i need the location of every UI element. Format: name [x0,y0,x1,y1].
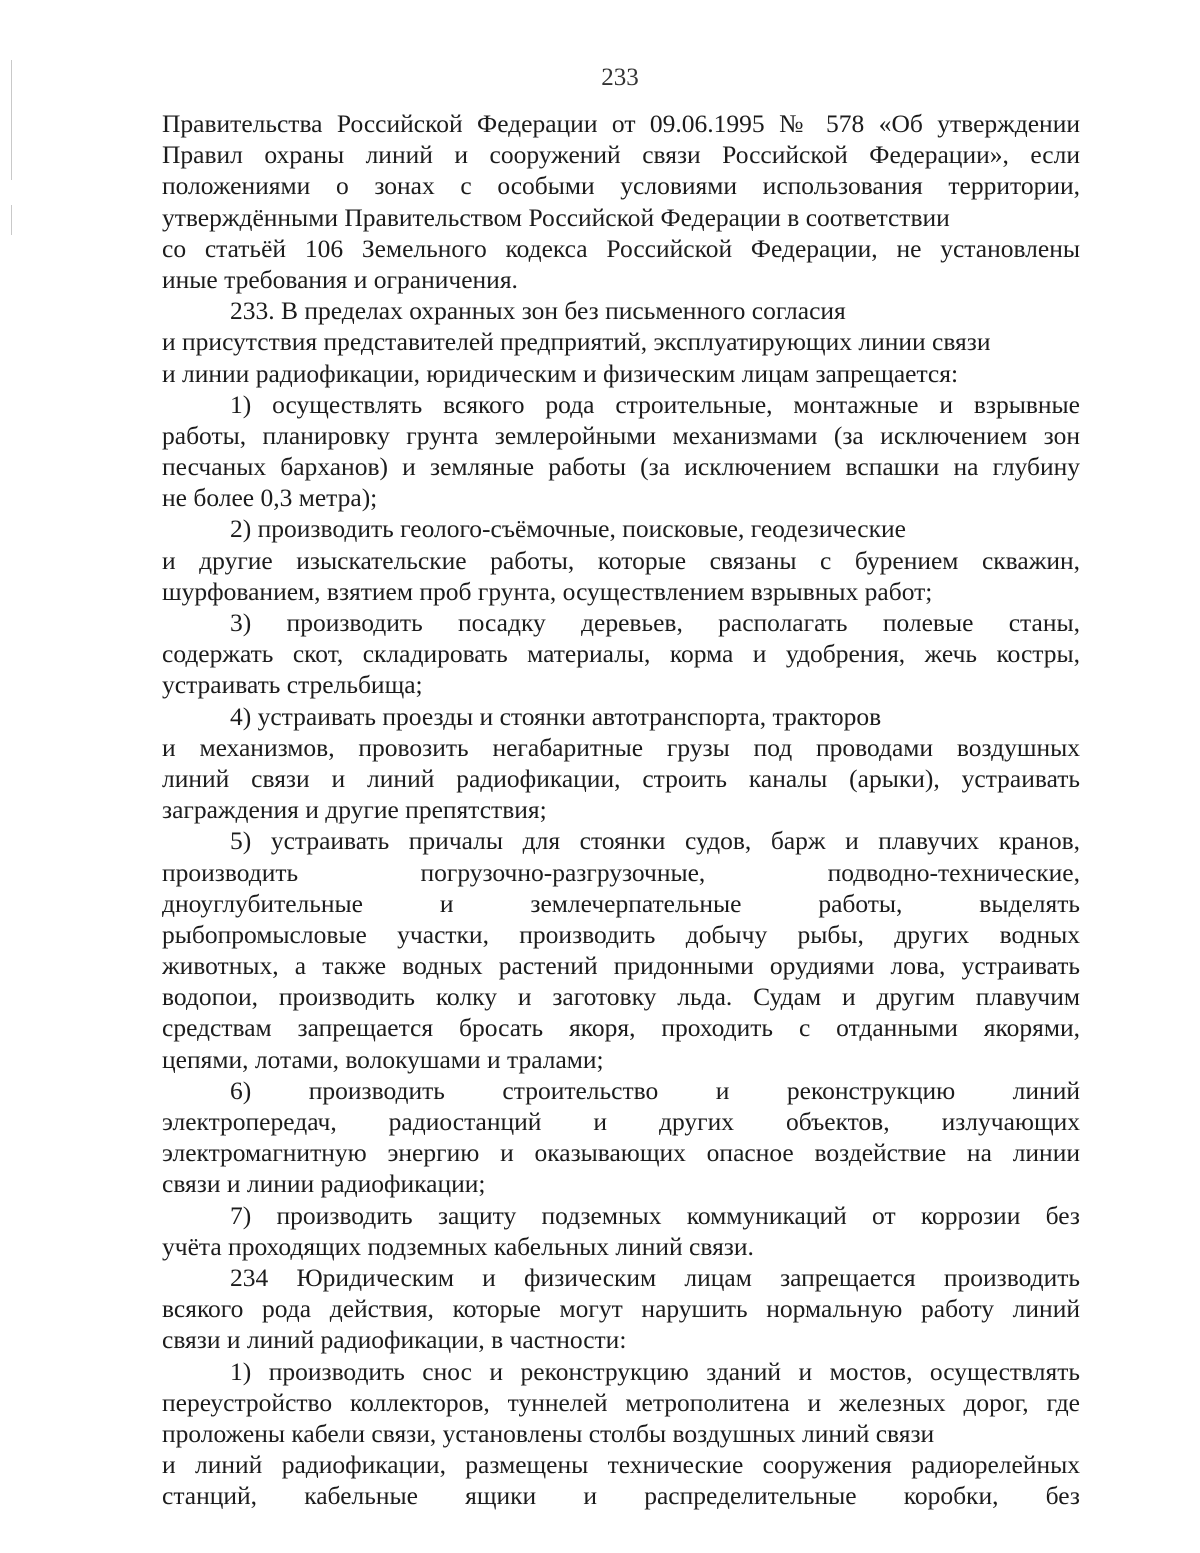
text-line: 6) производить строительство и реконструкцию линий [230,1075,1080,1105]
text-line: электромагнитную энергию и оказывающих опасное воздействие на линии [162,1138,1080,1168]
text-line: утверждёнными Правительством Российской Федерации в соответствии [162,202,950,232]
text-line: дноуглубительные и землечерпательные работы, выделять [162,888,1080,918]
text-line: и линии радиофикации, юридическим и физическим лицам запрещается: [162,358,959,388]
text-line: не более 0,3 метра); [162,483,378,513]
scan-edge-mark [11,205,12,235]
text-line: 233. В пределах охранных зон без письменного согласия [230,296,846,326]
text-line: 1) осуществлять всякого рода строительные, монтажные и взрывные [230,389,1080,419]
text-line: водопои, производить колку и заготовку льда. Судам и другим плавучим [162,982,1080,1012]
page-number: 233 [601,64,639,91]
text-line: 3) производить посадку деревьев, располагать полевые станы, [230,608,1080,637]
text-line: связи и линий радиофикации, в частности: [162,1325,627,1355]
text-line: линий связи и линий радиофикации, строить каналы (арыки), устраивать [162,763,1080,793]
text-line: 2) производить геолого-съёмочные, поисковые, геодезические [230,514,906,544]
text-line: Правительства Российской Федерации от 09.06.1995 № 578 «Об утверждении [162,109,1080,138]
text-line: и присутствия представителей предприятий, эксплуатирующих линии связи [162,327,991,357]
text-line: производить погрузочно-разгрузочные, подводно-технические, [162,857,1080,887]
text-line: 7) производить защиту подземных коммуникаций от коррозии без [230,1200,1080,1230]
document-body [162,108,1080,1511]
text-line: шурфованием, взятием проб грунта, осуществлением взрывных работ; [162,576,933,606]
text-line: и другие изыскательские работы, которые связаны с бурением скважин, [162,545,1080,575]
text-line: 234 Юридическим и физическим лицам запрещается производить [230,1262,1080,1292]
text-line: содержать скот, складировать материалы, корма и удобрения, жечь костры, [162,639,1080,669]
text-line: станций, кабельные ящики и распределительные коробки, без [162,1481,1080,1511]
text-line: Правил охраны линий и сооружений связи Российской Федерации», если [162,140,1080,170]
text-line: цепями, лотами, волокушами и тралами; [162,1044,604,1074]
text-line: устраивать стрельбища; [162,670,423,700]
text-line: работы, планировку грунта землеройными механизмами (за исключением зон [162,420,1080,450]
text-line: электропередач, радиостанций и других объектов, излучающих [162,1107,1080,1136]
text-line: проложены кабели связи, установлены столбы воздушных линий связи [162,1418,935,1448]
text-line: 4) устраивать проезды и стоянки автотранспорта, тракторов [230,701,882,731]
text-line: и линий радиофикации, размещены технические сооружения радиорелейных [162,1450,1080,1480]
text-line: учёта проходящих подземных кабельных линий связи. [162,1231,754,1261]
text-line: со статьёй 106 Земельного кодекса Российской Федерации, не установлены [162,233,1080,263]
text-line: средствам запрещается бросать якоря, проходить с отданными якорями, [162,1013,1080,1043]
text-line: иные требования и ограничения. [162,264,518,294]
text-line: 5) устраивать причалы для стоянки судов, барж и плавучих кранов, [230,826,1080,856]
text-line: всякого рода действия, которые могут нарушить нормальную работу линий [162,1294,1080,1324]
text-line: песчаных барханов) и земляные работы (за исключением вспашки на глубину [162,452,1080,482]
text-line: 1) производить снос и реконструкцию зданий и мостов, осуществлять [230,1356,1080,1386]
text-line: связи и линии радиофикации; [162,1169,486,1199]
text-line: заграждения и другие препятствия; [162,795,547,825]
text-line: рыбопромысловые участки, производить добычу рыбы, других водных [162,919,1080,949]
text-line: переустройство коллекторов, туннелей метрополитена и железных дорог, где [162,1387,1080,1417]
text-line: и механизмов, провозить негабаритные грузы под проводами воздушных [162,732,1080,762]
text-line: животных, а также водных растений придонными орудиями лова, устраивать [162,951,1080,981]
text-line: положениями о зонах с особыми условиями использования территории, [162,171,1080,201]
